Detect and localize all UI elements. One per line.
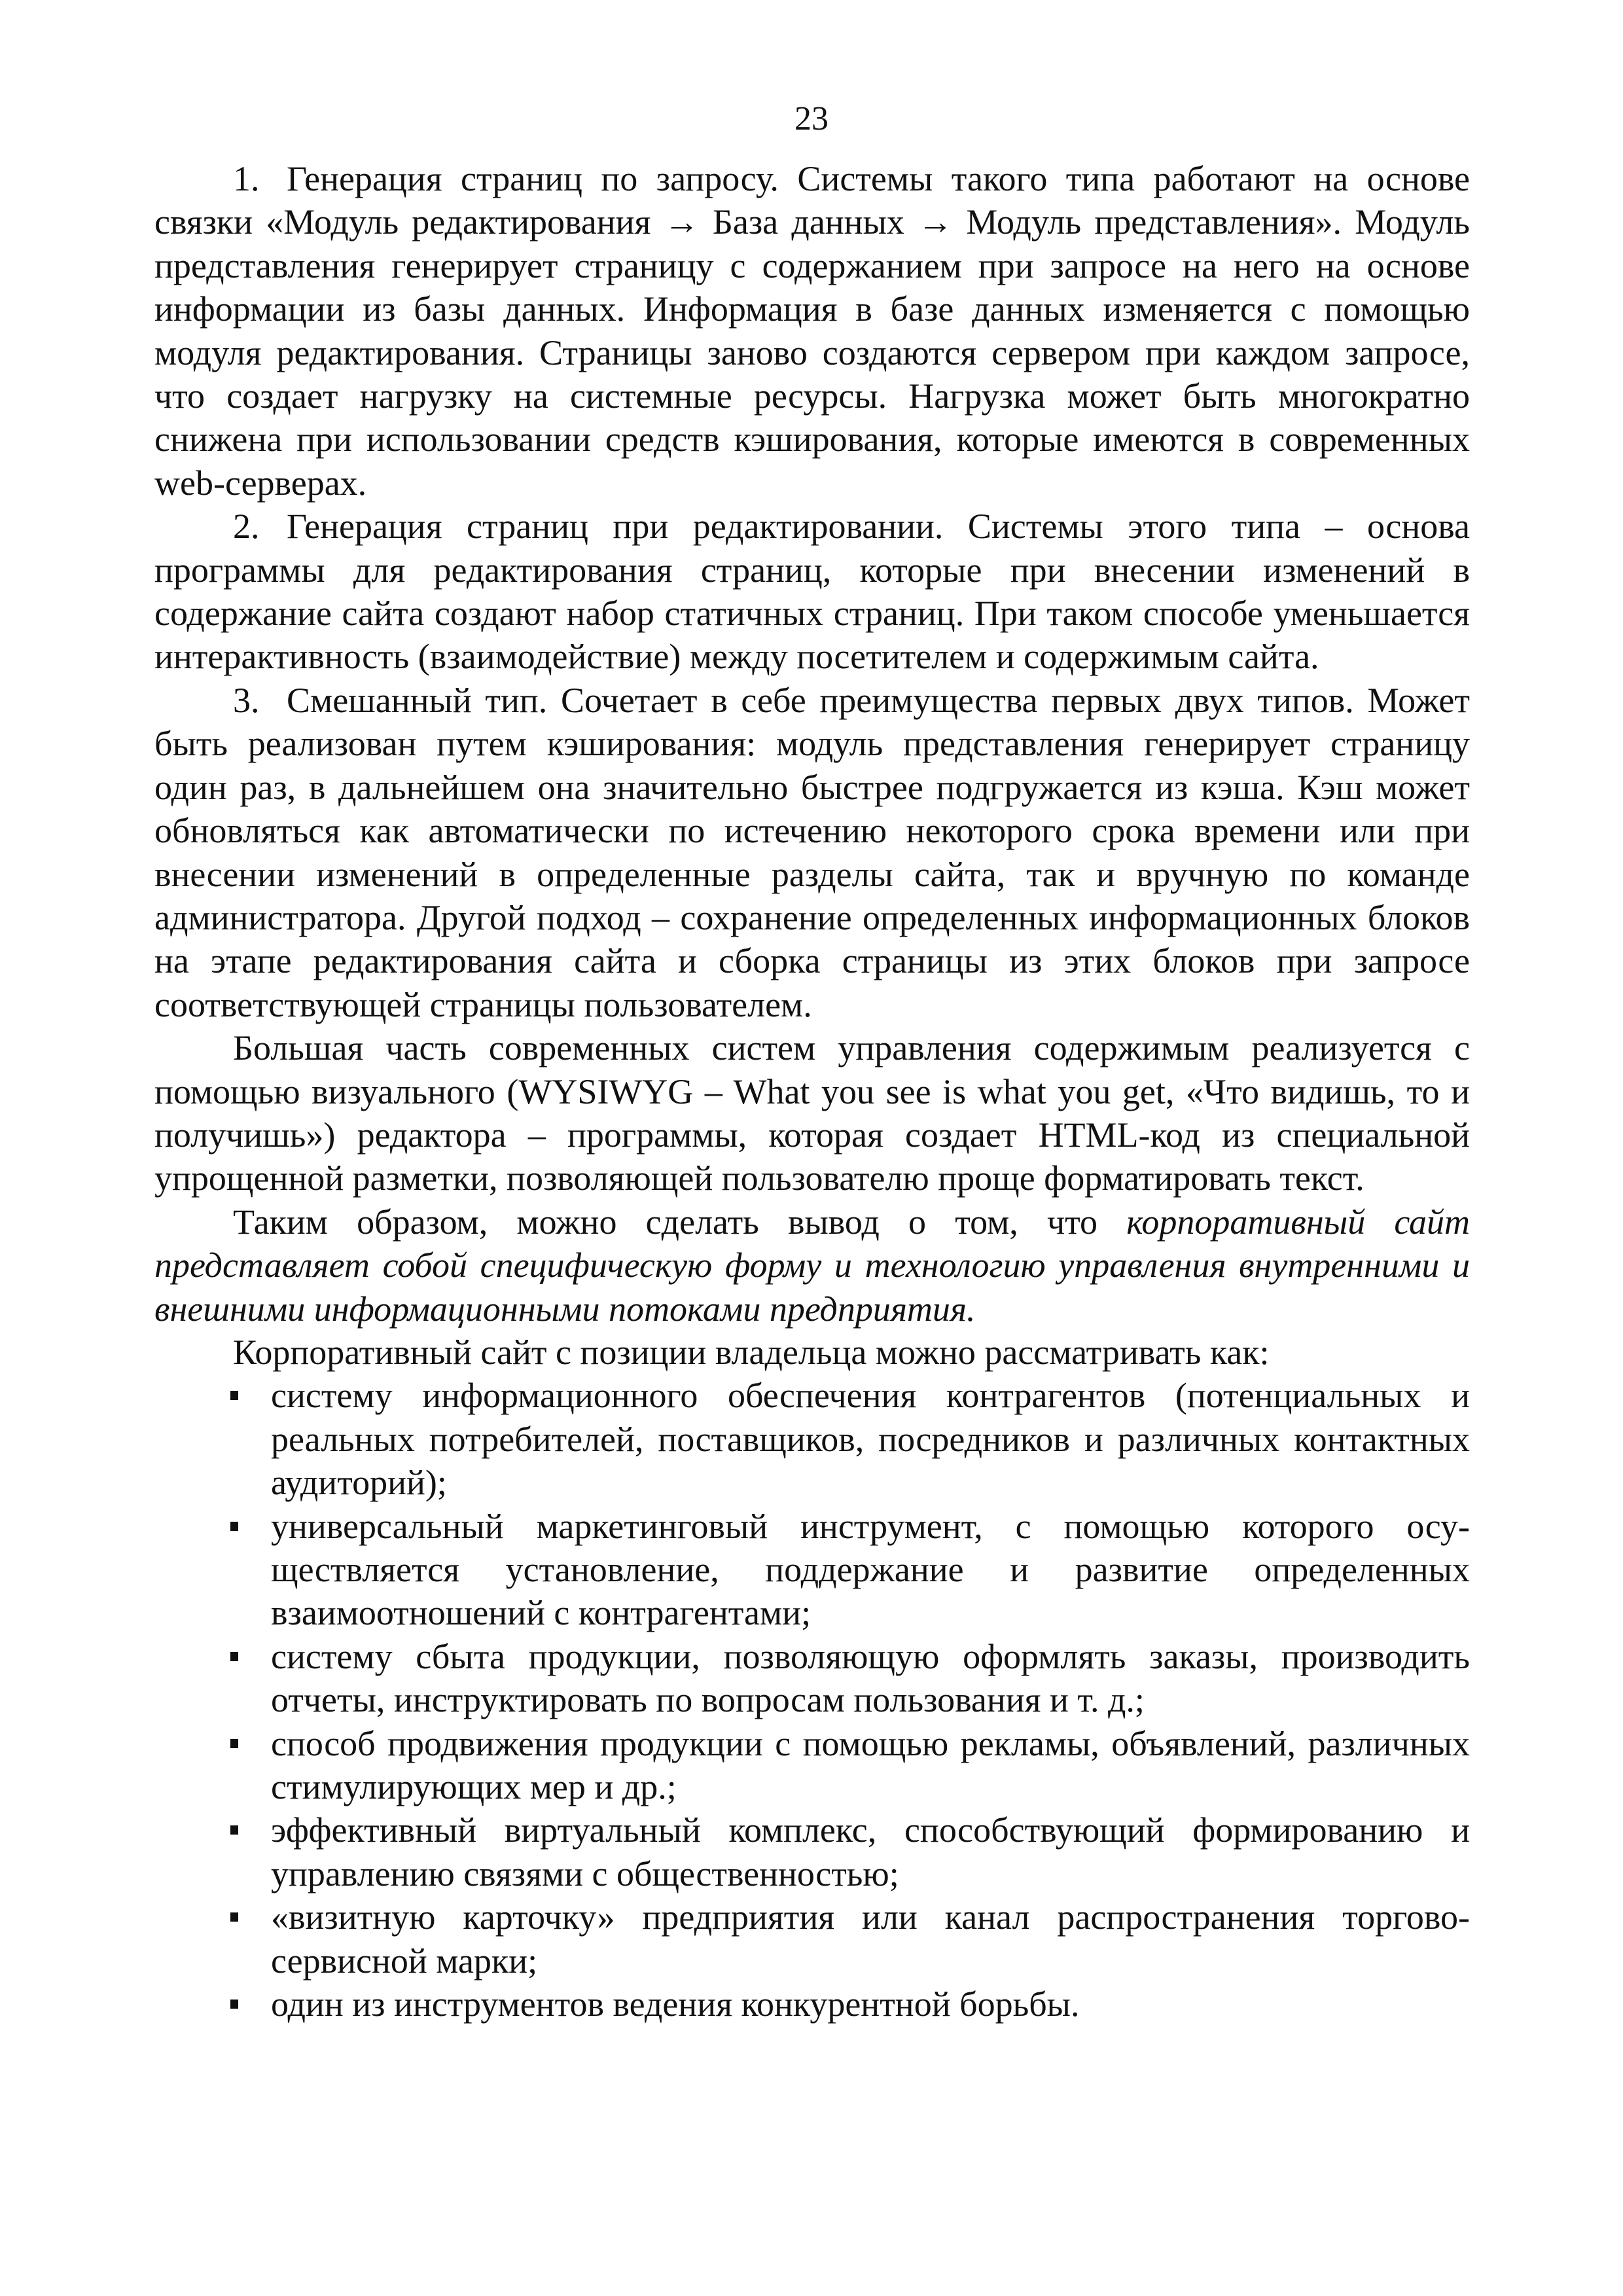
list-item-text: один из инструментов ведения конкурентной борьбы.: [271, 1984, 1080, 2024]
list-item: [154, 1505, 1470, 1635]
square-bullet-icon: [230, 1912, 238, 1922]
list-item-text: систему сбыта продукции, позволяющую оформлять заказы, производить отчеты, инструктировать по вопросам пользования и т. д.;: [271, 1636, 1470, 1720]
square-bullet-icon: [230, 1522, 238, 1531]
item-text: Генерация страниц при редактировании. Системы этого типа – основа программы для редактирования страниц, которые при внесении изменений в содержание сайта создают набор статичных страниц. При таком способе уменьшается интерактивность (взаимодействие) между посетителем и содержимым сайта.: [154, 507, 1470, 677]
list-item-text: универсальный маркетинговый инструмент, с помощью которого осуществляется установление, поддержание и развитие определенных взаимоотношений с контрагентами;: [271, 1506, 1470, 1633]
square-bullet-icon: [230, 1652, 238, 1661]
conclusion-paragraph: [154, 1200, 1470, 1331]
list-item-text: эффективный виртуальный комплекс, способствующий формированию и управлению связями с общественностью;: [271, 1810, 1470, 1893]
item-number: 1.: [233, 159, 260, 198]
conclusion-emphasis: корпоративный сайт представляет собой специфическую форму и технологию управления внутренними и внешними информационными потоками предприятия.: [154, 1202, 1470, 1329]
numbered-item-3: [154, 679, 1470, 1026]
page-body: [154, 157, 1470, 2026]
conclusion-lead: Таким образом, можно сделать вывод о том, что: [233, 1202, 1127, 1242]
numbered-item-1: [154, 157, 1470, 505]
list-item: [154, 1635, 1470, 1722]
square-bullet-icon: [230, 1391, 238, 1400]
paragraph-wysiwyg: Большая часть современных систем управления содержимым реализуется с помощью визуального (WYSIWYG – What you see is what you get, «Что видишь, то и получишь») редактора – программы, которая создает HTML-код из специальной упрощенной разметки, позволяющей пользователю проще форматировать текст.: [154, 1028, 1470, 1198]
list-item: [154, 1982, 1470, 2026]
square-bullet-icon: [230, 1825, 238, 1835]
square-bullet-icon: [230, 2000, 238, 2009]
item-number: 3.: [233, 680, 260, 720]
numbered-item-2: [154, 505, 1470, 679]
list-item-text: способ продвижения продукции с помощью рекламы, объявлений, различных стимулирующих мер и др.;: [271, 1723, 1470, 1807]
bullet-list: [154, 1374, 1470, 2026]
list-item-text: систему информационного обеспечения контрагентов (потенциальных и реальных потребителей, поставщиков, посредников и различных контактных аудиторий);: [271, 1376, 1470, 1503]
item-text: Генерация страниц по запросу. Системы такого типа работают на основе связки «Модуль редактирования → База данных → Модуль представления». Модуль представления генерирует страницу с содержанием при запросе на него на основе информации из базы данных. Информация в базе данных изменяется с помощью модуля редактирования. Страницы заново создаются сервером при каждом запросе, что создает нагрузку на системные ресурсы. Нагрузка может быть многократно снижена при использовании средств кэширования, которые имеются в современных web-серверах.: [154, 159, 1470, 503]
list-item: [154, 1722, 1470, 1809]
list-item: [154, 1808, 1470, 1895]
item-text: Смешанный тип. Сочетает в себе преимущества первых двух типов. Может быть реализован путем кэширования: модуль представления генерирует страницу один раз, в дальнейшем она значительно быстрее подгружается из кэша. Кэш может обновляться как автоматически по истечению некоторого срока времени или при внесении изменений в определенные разделы сайта, так и вручную по команде администратора. Другой подход – сохранение определенных информационных блоков на этапе редактирования сайта и сборка страницы из этих блоков при запросе соответствующей страницы пользователем.: [154, 680, 1470, 1024]
item-number: 2.: [233, 507, 260, 547]
page-number: 23: [794, 100, 829, 137]
list-intro: Корпоративный сайт с позиции владельца можно рассматривать как:: [233, 1332, 1270, 1372]
square-bullet-icon: [230, 1739, 238, 1748]
list-item: [154, 1895, 1470, 1982]
list-item: [154, 1374, 1470, 1504]
list-item-text: «визитную карточку» предприятия или канал распространения торгово-сервисной марки;: [271, 1897, 1470, 1981]
